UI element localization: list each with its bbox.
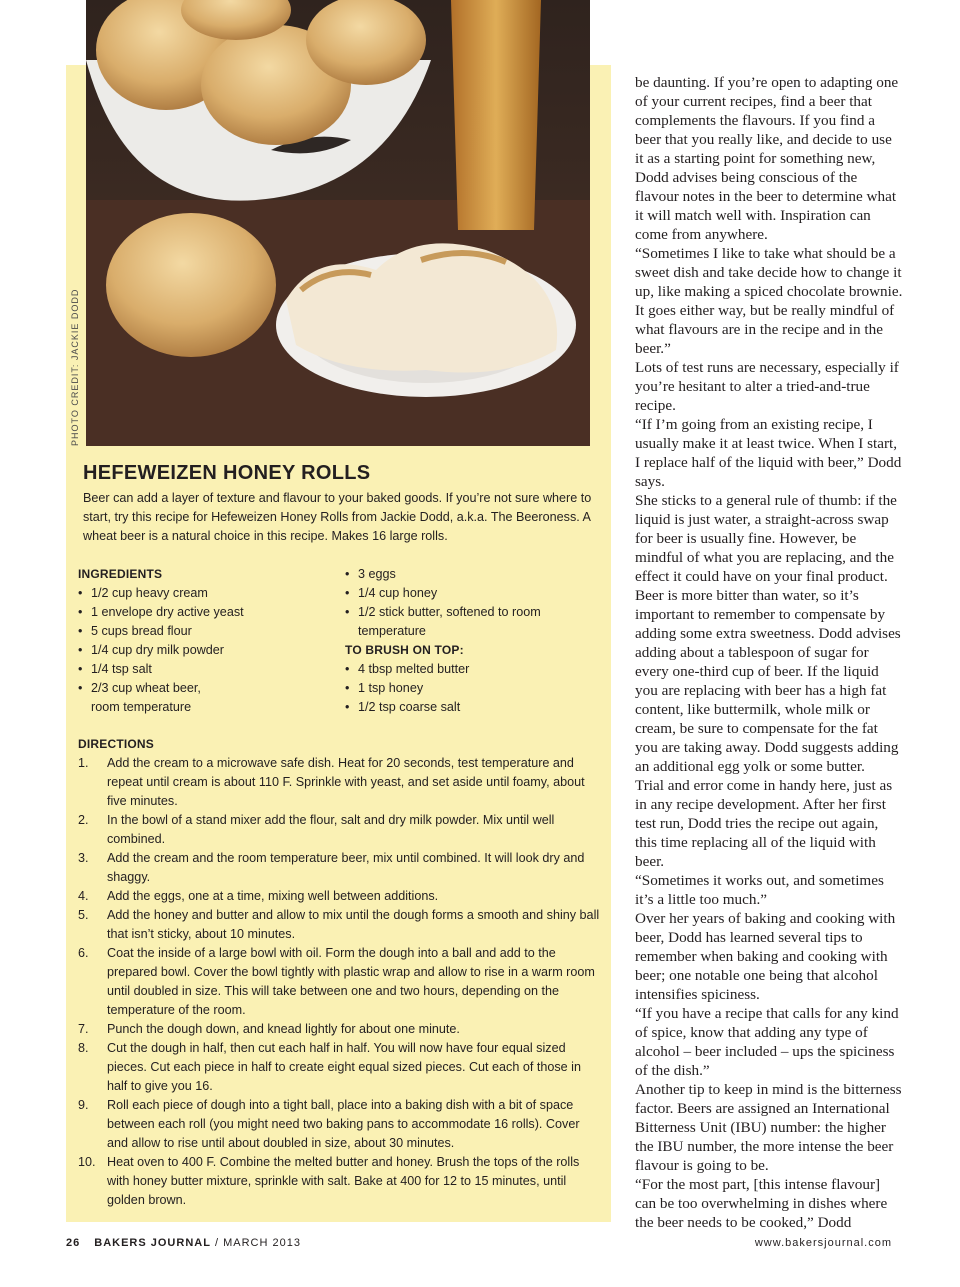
ingredient-item: • 1 envelope dry active yeast — [78, 603, 328, 622]
directions-label: DIRECTIONS — [78, 737, 155, 751]
website-url[interactable]: www.bakersjournal.com — [754, 1237, 892, 1249]
step-number: 6. — [78, 946, 89, 960]
step-text: Add the cream and the room temperature beer, mix until combined. It will look dry and shaggy. — [107, 851, 585, 884]
ingredient-item: • 1/4 tsp salt — [78, 660, 328, 679]
step-number: 9. — [78, 1098, 89, 1112]
directions-section — [78, 735, 600, 1210]
step-text: Add the eggs, one at a time, mixing well between additions. — [107, 889, 439, 903]
bread-rolls-photo — [86, 0, 590, 446]
step-number: 10. — [78, 1155, 96, 1169]
magazine-name: BAKERS JOURNAL — [94, 1237, 211, 1249]
brush-label: TO BRUSH ON TOP: — [345, 643, 464, 657]
brush-item: • 1/2 tsp coarse salt — [345, 698, 595, 717]
step-text: Heat oven to 400 F. Combine the melted butter and honey. Brush the tops of the rolls with honey butter mixture, sprinkle with salt. Bake at 400 for 12 to 15 minutes, until golden brown. — [107, 1155, 580, 1207]
step-text: Add the honey and butter and allow to mix until the dough forms a smooth and shiny ball that isn’t sticky, about 10 minutes. — [107, 908, 600, 941]
page-number: 26 — [66, 1237, 81, 1249]
ingredient-item: • 5 cups bread flour — [78, 622, 328, 641]
article-column: be daunting. If you’re open to adapting one of your current recipes, find a beer that complements the flavours. If you find a beer that you really like, and decide to use it as a starting point for something new, Dodd advises being conscious of the flavour notes in the beer to determine what it will match well with. Inspiration can come from anywhere. “Sometimes I like to take what should be a sweet dish and take decide how to change it up, like making a spiced chocolate brownie. It goes either way, but be really mindful of what flavours are in the recipe and in the beer.” Lots of test runs are necessary, especially if you’re hesitant to alter a tried-and-true recipe. “If I’m going from an existing recipe, I usually make it at least twice. When I start, I replace half of the liquid with beer,” Dodd says. She sticks to a general rule of thumb: if the liquid is just water, a straight-across swap for beer is usually fine. However, be mindful of what you are replacing, and the effect it could have on your final product. Beer is more bitter than water, so it’s important to remember to compensate by adding some extra sweetness. Dodd advises adding about a tablespoon of sugar for every one-third cup of beer. If the liquid you are replacing with beer has a high fat content, like buttermilk, whole milk or cream, be sure to compensate for the fat you are taking away. Dodd suggests adding an additional egg yolk or some butter. Trial and error come in handy here, just as in any recipe development. After her first test run, Dodd tries the recipe out again, this time replacing all of the liquid with beer. “Sometimes it works out, and sometimes it’s a little too much.” Over her years of baking and cooking with beer, Dodd has learned several tips to remember when baking and cooking with beer; one notable one being that alcohol intensifies spiciness. “If you have a recipe that calls for any kind of spice, know that adding any type of alcohol – beer included – ups the spiciness of the dish.” Another tip to keep in mind is the bitterness factor. Beers are assigned an International Bitterness Unit (IBU) number: the higher the IBU number, the more intense the beer flavour is going to be. “For the most part, [this intense flavour] can be too overwhelming in dishes where the beer needs to be cooked,” Dodd — [635, 74, 903, 1231]
step-number: 5. — [78, 908, 89, 922]
step-text: Cut the dough in half, then cut each half in half. You will now have four equal sized pieces. Cut each piece in half to create eight equal sized pieces. Cut each of those in half to give you 16. — [107, 1041, 581, 1093]
ingredients-column-right — [345, 565, 595, 717]
recipe-title: HEFEWEIZEN HONEY ROLLS — [83, 462, 371, 484]
ingredient-item: • 1/4 cup dry milk powder — [78, 641, 328, 660]
step-number: 3. — [78, 851, 89, 865]
ingredient-item: • 2/3 cup wheat beer, room temperature — [78, 679, 228, 717]
direction-step — [78, 754, 600, 811]
ingredients-column-left — [78, 565, 328, 717]
ingredient-item: • 1/4 cup honey — [345, 584, 595, 603]
step-text: Add the cream to a microwave safe dish. Heat for 20 seconds, test temperature and repeat until cream is about 110 F. Sprinkle with yeast, and set aside until foamy, about five minutes. — [107, 756, 585, 808]
step-number: 8. — [78, 1041, 89, 1055]
direction-step — [78, 849, 600, 887]
ingredient-item: • 3 eggs — [345, 565, 595, 584]
photo-credit — [70, 434, 80, 446]
step-text: In the bowl of a stand mixer add the flour, salt and dry milk powder. Mix until well combined. — [107, 813, 555, 846]
issue-date: / MARCH 2013 — [210, 1237, 301, 1249]
brush-item: • 4 tbsp melted butter — [345, 660, 595, 679]
direction-step — [78, 1020, 600, 1039]
step-number: 4. — [78, 889, 89, 903]
ingredients-label: INGREDIENTS — [78, 567, 163, 581]
step-text: Punch the dough down, and knead lightly for about one minute. — [107, 1022, 460, 1036]
ingredient-item: • 1/2 stick butter, softened to room temperature — [345, 603, 575, 641]
step-number: 1. — [78, 756, 89, 770]
recipe-intro: Beer can add a layer of texture and flavour to your baked goods. If you’re not sure where to start, try this recipe for Hefeweizen Honey Rolls from Jackie Dodd, a.k.a. The Beeroness. A wheat beer is a natural choice in this recipe. Makes 16 large rolls. — [83, 491, 592, 543]
direction-step — [78, 1096, 600, 1153]
step-number: 7. — [78, 1022, 89, 1036]
step-number: 2. — [78, 813, 89, 827]
direction-step — [78, 811, 600, 849]
direction-step — [78, 1039, 600, 1096]
ingredient-item: • 1/2 cup heavy cream — [78, 584, 328, 603]
direction-step — [78, 906, 600, 944]
direction-step — [78, 944, 600, 1020]
brush-item: • 1 tsp honey — [345, 679, 595, 698]
step-text: Coat the inside of a large bowl with oil. Form the dough into a ball and add to the prepared bowl. Cover the bowl tightly with plastic wrap and allow to rise in a warm room until doubled in size. This will take between one and two hours, depending on the temperature of the room. — [107, 946, 595, 1017]
direction-step — [78, 1153, 600, 1210]
direction-step — [78, 887, 600, 906]
step-text: Roll each piece of dough into a tight ball, place into a baking dish with a bit of space between each roll (you might need two baking pans to accommodate 16 rolls). Cover and allow to rise until about doubled in size, about 30 minutes. — [107, 1098, 580, 1150]
footer-left — [66, 1237, 301, 1249]
